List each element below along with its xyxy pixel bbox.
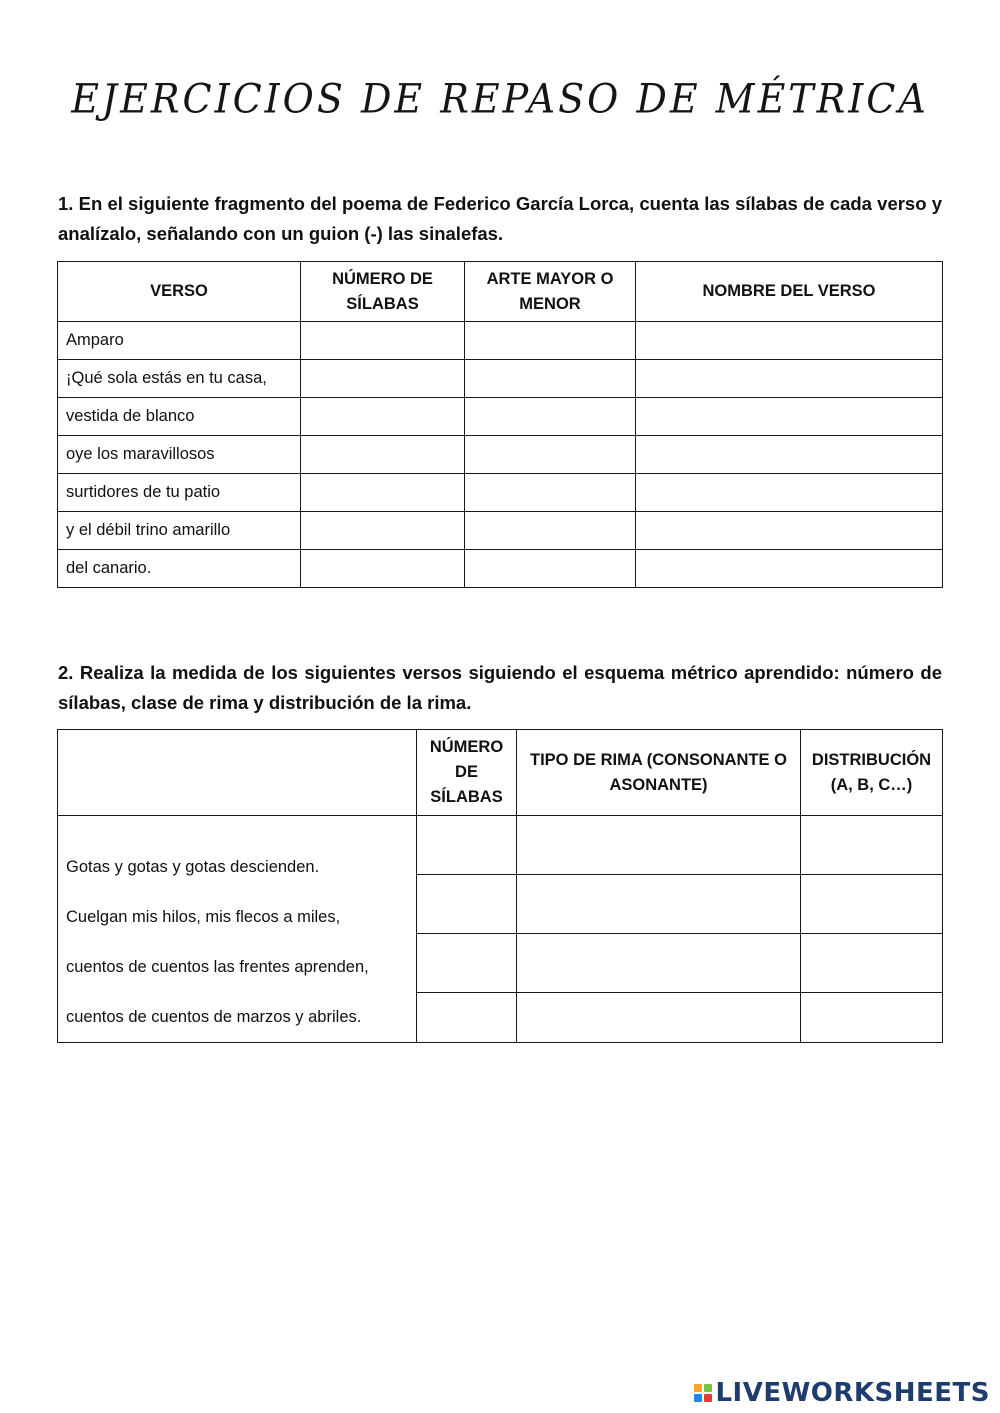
verse-cell: ¡Qué sola estás en tu casa, [58,360,301,398]
table-row [58,816,943,875]
verse-cell: Amparo [58,322,301,360]
liveworksheets-logo [694,1378,990,1408]
exercise-1-instruction: 1. En el siguiente fragmento del poema de Federico García Lorca, cuenta las sílabas de cada verso y analízalo, señalando con un guion (-) las sinalefas. [58,192,942,244]
verse-name-answer-cell[interactable] [636,322,943,360]
verse-name-answer-cell[interactable] [636,398,943,436]
column-header: NÚMERO DE SÍLABAS [301,262,465,322]
arte-answer-cell[interactable] [465,398,636,436]
table-header-row [58,262,943,322]
column-header: DISTRIBUCIÓN (A, B, C…) [801,730,943,816]
syllables-answer-cell[interactable] [301,550,465,588]
exercise-2-instruction: 2. Realiza la medida de los siguientes versos siguiendo el esquema métrico aprendido: número de sílabas, clase de rima y distribución de la rima. [58,661,942,713]
poem-cell [58,816,417,1043]
distribution-answer-cell[interactable] [801,992,943,1042]
exercise-1-table [57,261,943,588]
poem-verse: cuentos de cuentos las frentes aprenden, [66,958,369,976]
logo-square [704,1394,712,1402]
syllables-answer-cell[interactable] [417,874,517,933]
syllables-answer-cell[interactable] [417,933,517,992]
distribution-answer-cell[interactable] [801,933,943,992]
table-row [58,322,943,360]
syllables-answer-cell[interactable] [301,322,465,360]
column-header: ARTE MAYOR O MENOR [465,262,636,322]
column-header: TIPO DE RIMA (CONSONANTE O ASONANTE) [517,730,801,816]
brand-name: LIVEWORKSHEETS [715,1378,990,1408]
rhyme-type-answer-cell[interactable] [517,874,801,933]
distribution-answer-cell[interactable] [801,816,943,875]
logo-square [704,1384,712,1392]
rhyme-type-answer-cell[interactable] [517,933,801,992]
table-row [58,360,943,398]
arte-answer-cell[interactable] [465,474,636,512]
column-header [58,730,417,816]
column-header: NOMBRE DEL VERSO [636,262,943,322]
verse-name-answer-cell[interactable] [636,360,943,398]
page-title: EJERCICIOS DE REPASO DE MÉTRICA [71,76,929,123]
rhyme-type-answer-cell[interactable] [517,992,801,1042]
verse-cell: oye los maravillosos [58,436,301,474]
table-row [58,436,943,474]
rhyme-type-answer-cell[interactable] [517,816,801,875]
arte-answer-cell[interactable] [465,436,636,474]
syllables-answer-cell[interactable] [301,474,465,512]
verse-cell: y el débil trino amarillo [58,512,301,550]
syllables-answer-cell[interactable] [417,816,517,875]
poem-verse: Gotas y gotas y gotas descienden. [66,858,320,876]
verse-cell: surtidores de tu patio [58,474,301,512]
syllables-answer-cell[interactable] [301,360,465,398]
poem-verse: cuentos de cuentos de marzos y abriles. [66,1008,362,1026]
arte-answer-cell[interactable] [465,360,636,398]
table-row [58,512,943,550]
verse-name-answer-cell[interactable] [636,474,943,512]
arte-answer-cell[interactable] [465,512,636,550]
verse-name-answer-cell[interactable] [636,550,943,588]
verse-name-answer-cell[interactable] [636,512,943,550]
logo-square [694,1384,702,1392]
syllables-answer-cell[interactable] [417,992,517,1042]
verse-cell: del canario. [58,550,301,588]
table-row [58,398,943,436]
liveworksheets-logo-icon [694,1384,712,1402]
column-header: NÚMERO DE SÍLABAS [417,730,517,816]
table-row [58,550,943,588]
arte-answer-cell[interactable] [465,322,636,360]
syllables-answer-cell[interactable] [301,398,465,436]
syllables-answer-cell[interactable] [301,436,465,474]
syllables-answer-cell[interactable] [301,512,465,550]
column-header: VERSO [58,262,301,322]
table-row [58,474,943,512]
verse-cell: vestida de blanco [58,398,301,436]
exercise-2-table [57,729,943,1043]
poem-verse: Cuelgan mis hilos, mis flecos a miles, [66,908,341,926]
arte-answer-cell[interactable] [465,550,636,588]
distribution-answer-cell[interactable] [801,874,943,933]
table-header-row [58,730,943,816]
verse-name-answer-cell[interactable] [636,436,943,474]
logo-square [694,1394,702,1402]
